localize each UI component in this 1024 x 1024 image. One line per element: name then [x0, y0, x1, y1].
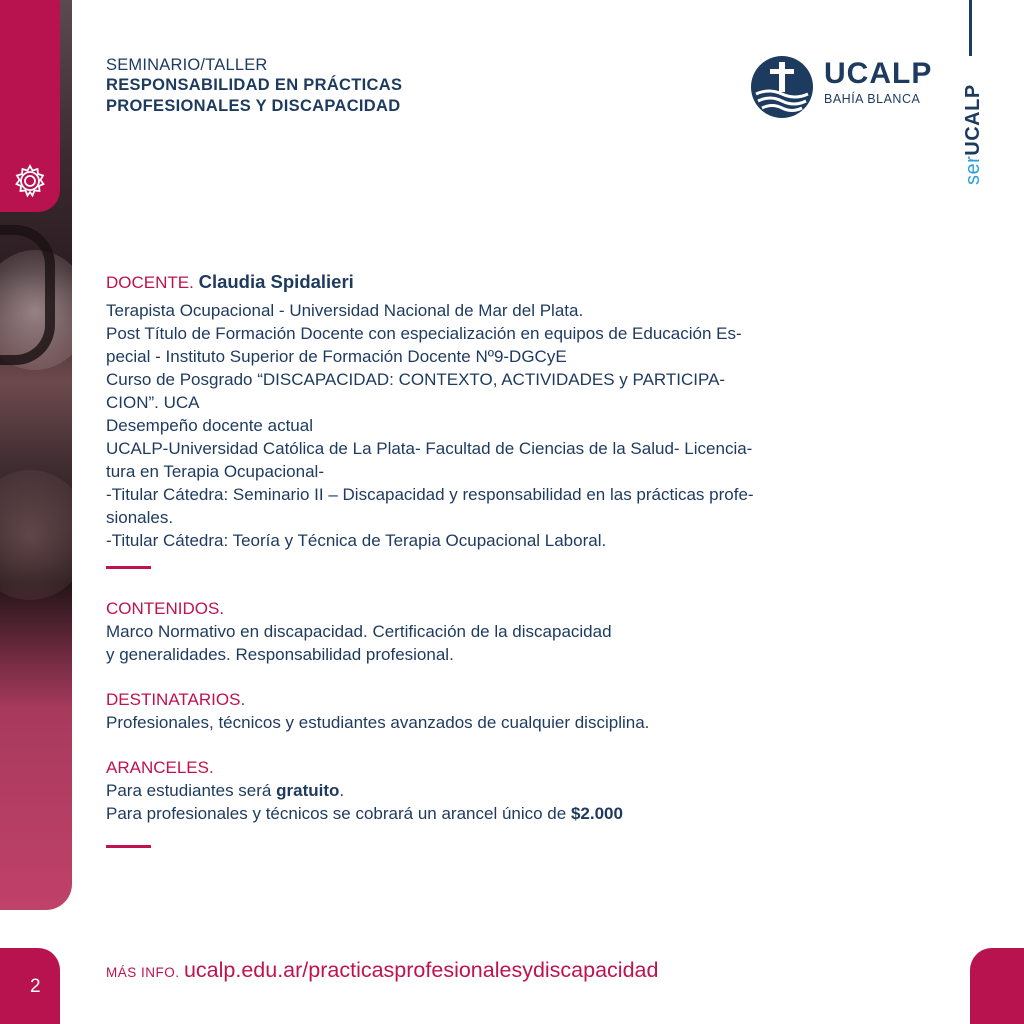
logo-emblem-icon: [750, 54, 814, 120]
aranceles-line-professionals: [106, 802, 866, 825]
ucalp-logo: [750, 54, 950, 120]
docente-bio-line: Terapista Ocupacional - Universidad Nacional de Mar del Plata.: [106, 301, 584, 320]
aranceles-line-students: [106, 779, 866, 802]
aranceles-price: $2.000: [570, 804, 623, 823]
aranceles-section: [106, 756, 866, 825]
contenidos-section: [106, 597, 866, 666]
docente-label: DOCENTE.: [106, 273, 194, 292]
brand-name: UCALP: [962, 84, 984, 156]
aranceles-text: Para estudiantes será: [106, 781, 277, 800]
brand-divider-line: [969, 0, 972, 56]
header-kicker: SEMINARIO/TALLER: [106, 56, 268, 74]
docente-bio-line: -Titular Cátedra: Seminario II – Discapacidad y responsabilidad en las prácticas profe-: [106, 485, 754, 504]
aranceles-label: ARANCELES.: [106, 758, 214, 777]
gear-icon: [12, 163, 48, 199]
destinatarios-label: DESTINATARIOS.: [106, 690, 246, 709]
photo-highlight: [0, 470, 72, 600]
more-info-label: MÁS INFO.: [106, 965, 180, 980]
bottom-right-accent-tab: [970, 948, 1024, 1024]
docente-bio-line: Curso de Posgrado “DISCAPACIDAD: CONTEXTO, ACTIVIDADES y PARTICIPA-: [106, 370, 726, 389]
docente-bio-line: sionales.: [106, 508, 174, 527]
logo-name: UCALP: [824, 57, 933, 90]
wheelchair-shape: [0, 225, 55, 365]
header-title-line1: RESPONSABILIDAD EN PRÁCTICAS: [106, 76, 403, 94]
main-content: [106, 270, 866, 848]
docente-heading: [106, 270, 866, 294]
aranceles-free: gratuito: [276, 781, 340, 800]
docente-bio-line: CION”. UCA: [106, 393, 200, 412]
docente-bio-line: UCALP-Universidad Católica de La Plata- Facultad de Ciencias de la Salud- Licencia-: [106, 439, 753, 458]
brand-prefix: ser: [962, 155, 984, 185]
aranceles-text: .: [339, 781, 345, 800]
header: [106, 56, 402, 117]
vertical-brand: [962, 84, 985, 185]
aranceles-text: Para profesionales y técnicos se cobrará un arancel único de: [106, 804, 571, 823]
docente-bio-line: Desempeño docente actual: [106, 416, 313, 435]
destinatarios-line: Profesionales, técnicos y estudiantes avanzados de cualquier disciplina.: [106, 713, 650, 732]
logo-location: BAHÍA BLANCA: [824, 92, 921, 106]
contenidos-label: CONTENIDOS.: [106, 599, 225, 618]
page-number: 2: [30, 976, 41, 997]
more-info-link[interactable]: ucalp.edu.ar/practicasprofesionalesydiscapacidad: [183, 958, 659, 982]
destinatarios-section: [106, 688, 866, 734]
section-divider: [106, 845, 151, 848]
docente-name: Claudia Spidalieri: [198, 271, 354, 292]
section-divider: [106, 566, 151, 569]
docente-bio-line: -Titular Cátedra: Teoría y Técnica de Terapia Ocupacional Laboral.: [106, 531, 607, 550]
docente-bio-line: pecial - Instituto Superior de Formación Docente Nº9-DGCyE: [106, 347, 567, 366]
more-info: [106, 958, 658, 983]
docente-bio: [106, 299, 866, 552]
contenidos-line: y generalidades. Responsabilidad profesional.: [106, 645, 454, 664]
contenidos-line: Marco Normativo en discapacidad. Certificación de la discapacidad: [106, 622, 612, 641]
header-title-line2: PROFESIONALES Y DISCAPACIDAD: [106, 97, 401, 115]
docente-bio-line: Post Título de Formación Docente con especialización en equipos de Educación Es-: [106, 324, 742, 343]
docente-bio-line: tura en Terapia Ocupacional-: [106, 462, 324, 481]
